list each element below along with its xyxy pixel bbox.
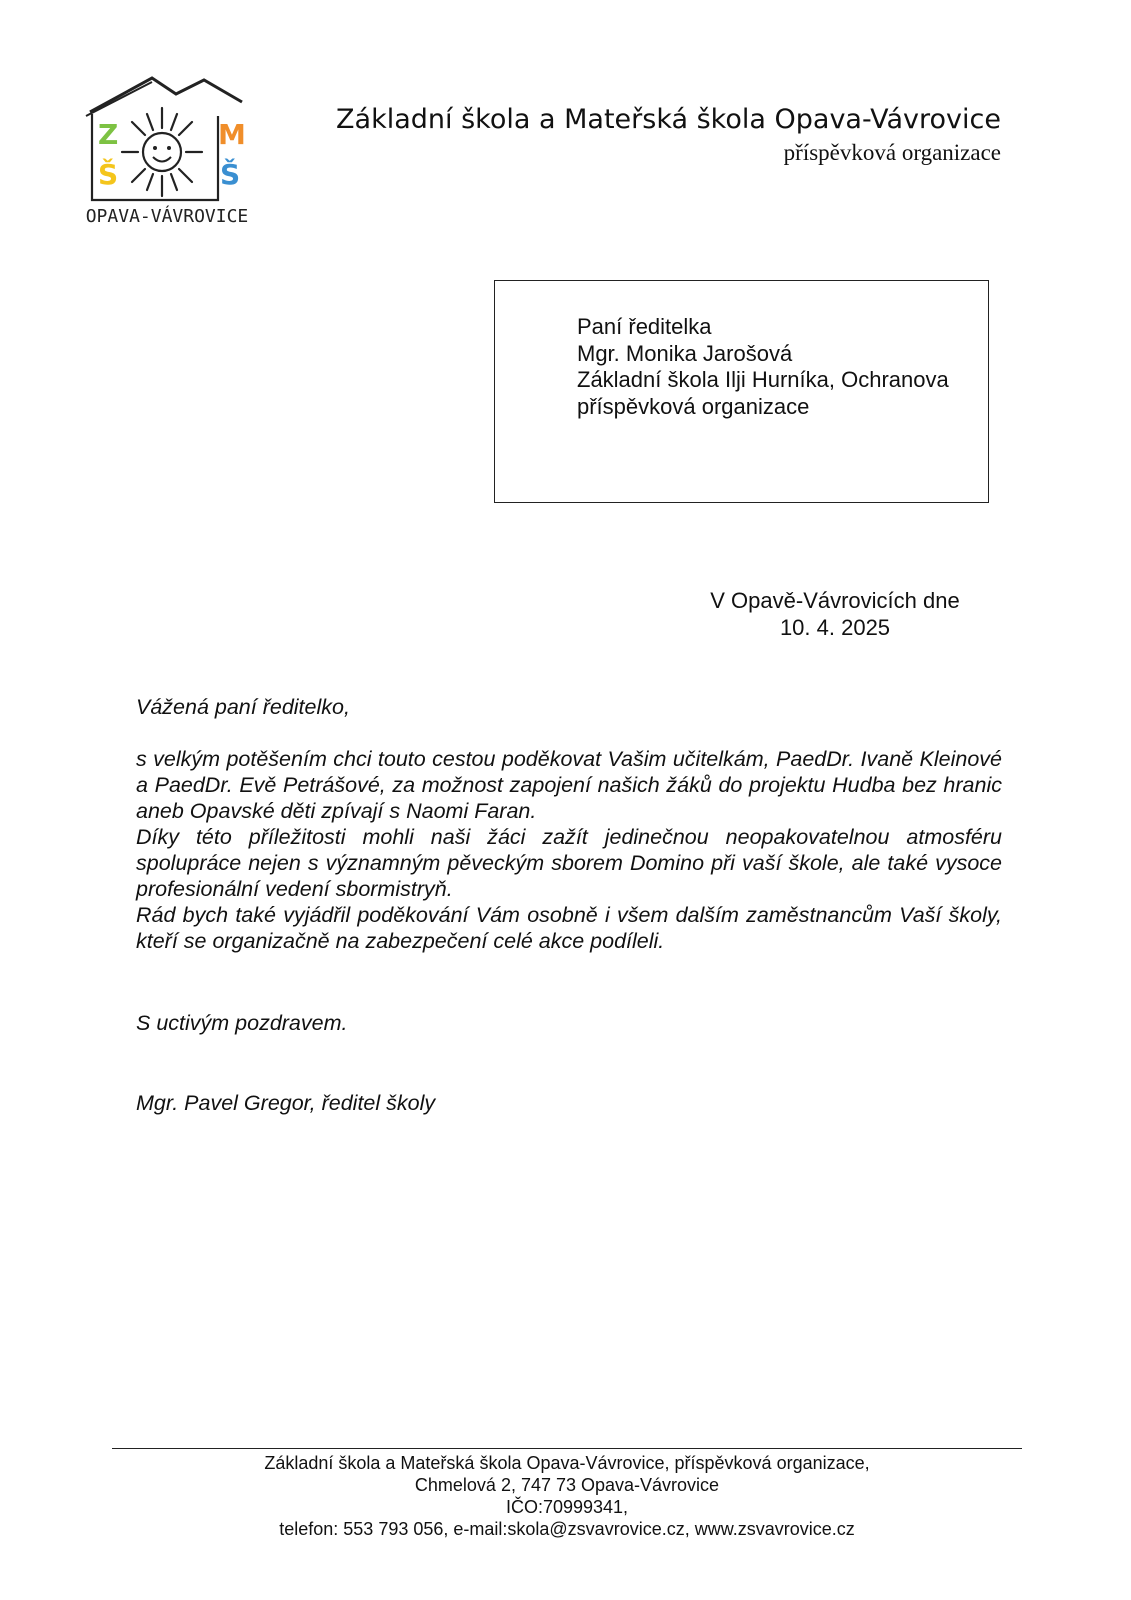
recipient-address (577, 314, 949, 420)
house-sun-logo-icon (84, 72, 250, 232)
svg-text:Z: Z (98, 118, 119, 151)
footer-line: telefon: 553 793 056, e-mail:skola@zsvavrovice.cz, www.zsvavrovice.cz (279, 1519, 855, 1539)
recipient-line: Základní škola Ilji Hurníka, Ochranova (577, 367, 949, 392)
school-subtitle: příspěvková organizace (783, 140, 1001, 165)
date-value: 10. 4. 2025 (779, 614, 891, 640)
svg-text:Š: Š (220, 158, 241, 191)
svg-text:M: M (218, 118, 246, 151)
recipient-address-box (494, 280, 989, 503)
footer (112, 1452, 1022, 1540)
footer-line: Základní škola a Mateřská škola Opava-Vávrovice, příspěvková organizace, (264, 1453, 870, 1473)
letter-date (700, 588, 970, 641)
recipient-line: Paní ředitelka (577, 314, 712, 339)
body-paragraph: s velkým potěšením chci touto cestou poděkovat Vašim učitelkám, PaedDr. Ivaně Kleinové a PaedDr. Evě Petrášové, za možnost zapojení našich žáků do projektu Hudba bez hranic aneb Opavské děti zpívají s Naomi Faran. (136, 747, 1002, 823)
recipient-line: příspěvková organizace (577, 393, 810, 419)
school-name: Základní škola a Mateřská škola Opava-Vávrovice (336, 104, 1001, 135)
footer-line: IČO:70999341, (505, 1497, 629, 1517)
footer-line: Chmelová 2, 747 73 Opava-Vávrovice (414, 1475, 720, 1495)
signature: Mgr. Pavel Gregor, ředitel školy (136, 1091, 436, 1115)
body-paragraph: Díky této příležitosti mohli naši žáci zažít jedinečnou neopakovatelnou atmosféru spolupráce nejen s významným pěveckým sborem Domino při vaší škole, ale také vysoce profesionální vedení sbormistryň. (136, 825, 1002, 901)
body-paragraph: Rád bych také vyjádřil poděkování Vám osobně i všem dalším zaměstnancům Vaší školy, kteří se organizačně na zabezpečení celé akce podíleli. (136, 903, 1002, 953)
recipient-line: Mgr. Monika Jarošová (577, 340, 793, 366)
school-logo (84, 72, 250, 232)
salutation: Vážená paní ředitelko, (136, 695, 350, 719)
footer-divider (112, 1448, 1022, 1449)
closing: S uctivým pozdravem. (136, 1011, 348, 1035)
date-place: V Opavě-Vávrovicích dne (710, 588, 960, 613)
logo-caption: OPAVA-VÁVROVICE (85, 206, 249, 227)
letter-body (136, 746, 1002, 954)
svg-text:Š: Š (98, 158, 119, 191)
